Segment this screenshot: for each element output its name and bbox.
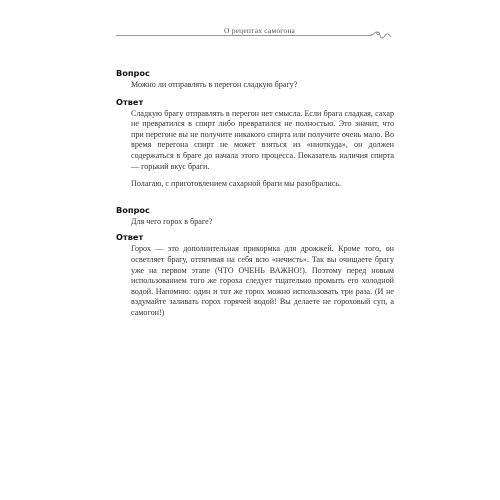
answer-paragraph: Полагаю, с приготовлением сахарной браги мы разобрались. — [131, 179, 341, 189]
answer-paragraph: Сладкую брагу отправлять в перегон нет смысла. Если брага сладкая, сахар не превратился в спирт либо превратился не полностью. Это значит, что при перегоне вы не получите никакого спирта или получите очень мало. Во время перегона спирт не может взяться из «ниоткуда», он должен содержаться в браге до начала этого процесса. Показатель наличия спирта — горький вкус браги. — [131, 108, 394, 171]
answer-paragraph: Горох — это дополнительная прикормка для дрожжей. Кроме того, он осветляет брагу, оттягивая на себя всю «нечисть». Так вы очищаете брагу уже на первом этапе (ЧТО ОЧЕНЬ ВАЖНО!). Поэтому перед новым использованием того же гороха следует тщательно промыть его холодной водой. Напомню: один и тот же горох можно использовать три раза. (И не вздумайте заливать горох горячей водой! Вы делаете не гороховый суп, а самогон!) — [131, 244, 394, 317]
running-header — [116, 24, 386, 44]
answer-label: Ответ — [116, 232, 144, 243]
question-text: Для чего горох в браге? — [131, 216, 213, 226]
question-label: Вопрос — [116, 204, 150, 215]
flourish-ornament-icon — [370, 28, 392, 42]
question-text: Можно ли отправлять в перегон сладкую брагу? — [131, 80, 298, 89]
question-label: Вопрос — [116, 68, 150, 78]
page-body — [116, 67, 394, 319]
answer-label: Ответ — [116, 96, 144, 107]
qa-block-1 — [116, 67, 394, 190]
running-header-title: О рецептах самогона — [218, 26, 301, 35]
qa-block-2 — [116, 204, 394, 319]
header-rule — [116, 35, 372, 36]
